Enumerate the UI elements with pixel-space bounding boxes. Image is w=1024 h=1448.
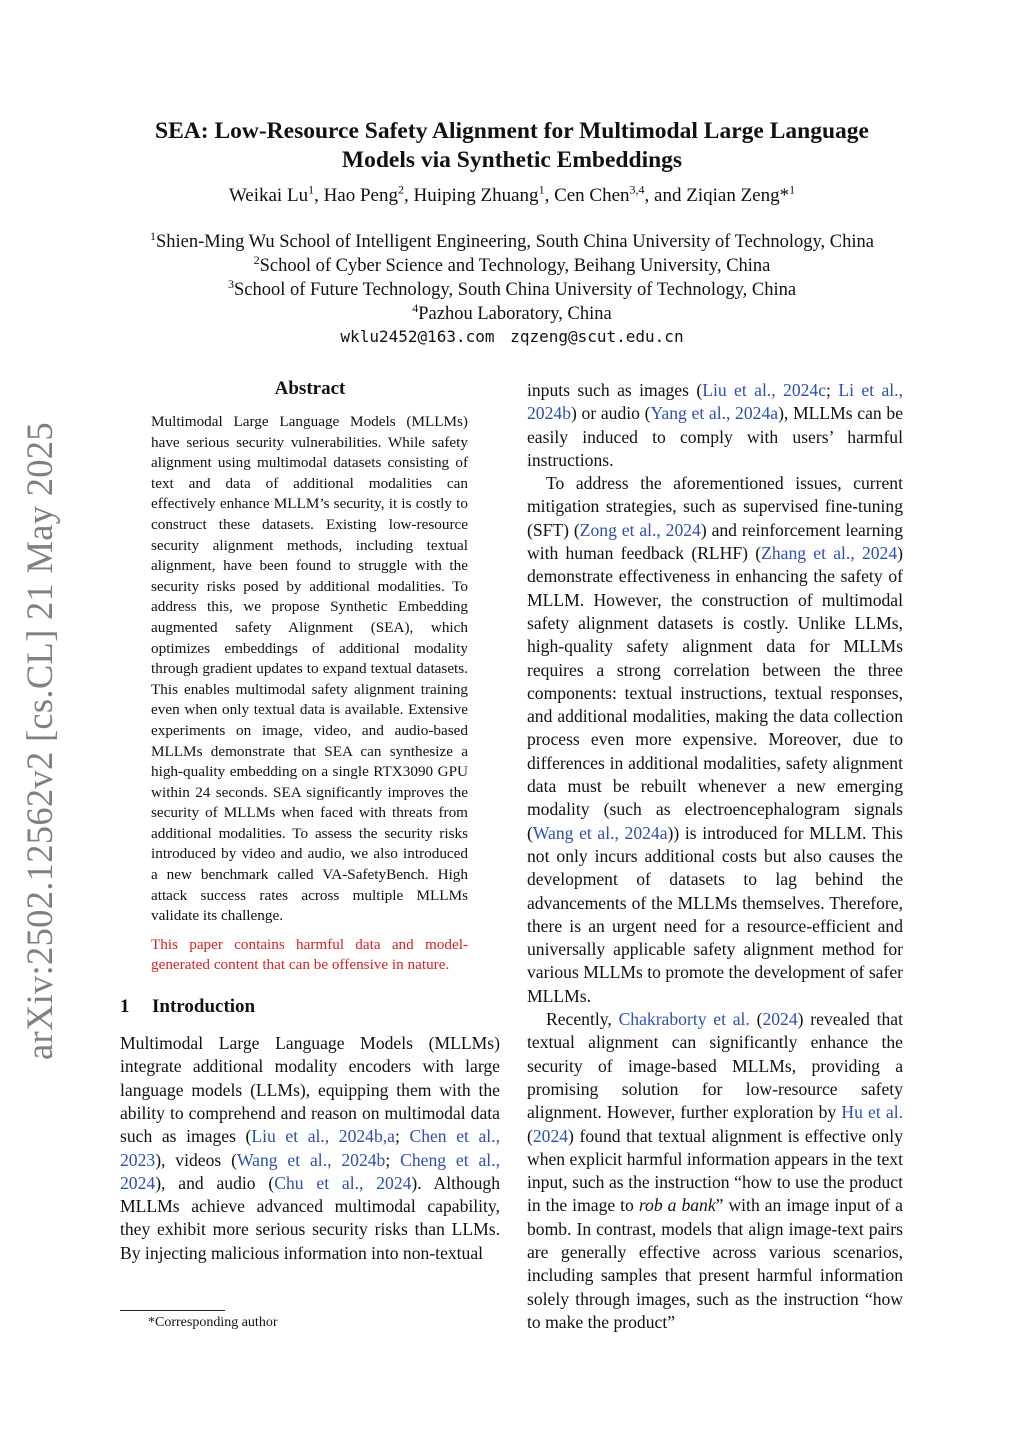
citation-link[interactable]: Cheng et al., 2024 [120, 1149, 500, 1193]
arxiv-identifier-stamp: arXiv:2502.12562v2 [cs.CL] 21 May 2025 [19, 422, 60, 1060]
body-text: ” with an image input of a bomb. In contrast, models that align image-text pairs are generally effective across various scenarios, including samples that present harmful information solely through images, such as the instruction “how to make the product” [527, 1195, 903, 1332]
body-text: ; [826, 380, 839, 400]
body-text: ( [749, 1009, 763, 1030]
right-column [527, 379, 903, 1334]
body-text: ) or audio ( [570, 403, 651, 424]
content-warning: This paper contains harmful data and model-generated content that can be offensive in nature. [151, 935, 468, 974]
author: Weikai Lu$^1$, [228, 182, 324, 206]
affiliation: $^1$Shien-Ming Wu School of Intelligent Engineering, South China University of Technology, China [149, 228, 874, 252]
body-text: Multimodal Large Language Models (MLLMs) integrate additional modality encoders with large language models (LLMs), equipping them with the ability to comprehend and reason on multimodal data such as images ( [120, 1033, 500, 1147]
abstract-heading: Abstract [274, 378, 346, 399]
author-list [80, 182, 944, 207]
author: Hao Peng$^2$, [323, 182, 414, 206]
citation-link[interactable]: Chu et al., 2024 [274, 1172, 412, 1193]
citation-link[interactable]: Hu et al. [841, 1102, 904, 1123]
intro-paragraph [120, 1032, 500, 1265]
body-text: ), videos ( [155, 1149, 237, 1170]
body-text: ) and reinforcement learning with human feedback (RLHF) ( [527, 519, 904, 564]
title-line: Models via Synthetic Embeddings [341, 147, 683, 173]
citation-link[interactable]: 2024 [762, 1009, 798, 1030]
section-title: Introduction [152, 996, 256, 1018]
emphasis-text: rob a bank [638, 1195, 716, 1216]
body-text: ) found that textual alignment is effective only when explicit harmful information appears in the text input, such as the instruction “how to use the product in the image to [527, 1125, 903, 1216]
section-number: 1 [120, 996, 130, 1018]
citation-link[interactable]: 2024 [532, 1125, 569, 1146]
title-line: SEA: Low-Resource Safety Alignment for Multimodal Large Language [155, 118, 869, 144]
citation-link[interactable]: Liu et al., 2024b,a [251, 1126, 395, 1147]
body-text: Recently, [546, 1009, 619, 1030]
paper-title [80, 117, 944, 175]
contact-emails[interactable]: wklu2452@163.com zqzeng@scut.edu.cn [340, 327, 684, 346]
citation-link[interactable]: Liu et al., 2024c [702, 380, 827, 400]
affiliation: $^3$School of Future Technology, South China University of Technology, China [227, 276, 797, 300]
citation-link[interactable]: Wang et al., 2024a [532, 822, 668, 843]
affiliation: $^2$School of Cyber Science and Technology, Beihang University, China [253, 252, 771, 276]
author: Cen Chen$^{3,4}$, and [554, 182, 687, 206]
body-text: ), and audio ( [155, 1172, 275, 1193]
body-text: ; [385, 1149, 401, 1170]
body-text: To address the aforementioned issues, current mitigation strategies, such as supervised fine-tuning (SFT) ( [527, 473, 903, 540]
body-text: ), MLLMs can be easily induced to comply with users’ harmful instructions. [527, 403, 903, 470]
footnote-divider [120, 1310, 225, 1311]
affiliation-list [80, 230, 944, 326]
body-text: ( [527, 1125, 533, 1146]
intro-paragraph [527, 472, 903, 1008]
citation-link[interactable]: Chen et al., 2023 [120, 1126, 500, 1170]
citation-link[interactable]: Chakraborty et al. [618, 1009, 750, 1030]
author: Huiping Zhuang$^1$, [413, 182, 555, 206]
body-text: ; [394, 1126, 410, 1147]
body-text: )) is introduced for MLLM. This not only incurs additional costs but also causes the development of datasets to lag behind the advancements of the MLLMs themselves. Therefore, there is an urgent need for a resource-efficient and universally applicable safety alignment method for various MLLMs to promote the development of safer MLLMs. [527, 822, 904, 1006]
citation-link[interactable]: Zhang et al., 2024 [761, 543, 898, 564]
author: Ziqian Zeng*$^1$ [686, 182, 796, 206]
left-column [120, 378, 500, 1265]
intro-paragraph [527, 379, 903, 472]
body-text: ) revealed that textual alignment can significantly enhance the security of image-based MLLMs, providing a promising solution for low-resource safety alignment. However, further exploration by [527, 1009, 903, 1123]
body-text: ). Although MLLMs achieve advanced multimodal capability, they exhibit more serious security risks than LLMs. By injecting malicious information into non-textual [120, 1172, 500, 1263]
citation-link[interactable]: Wang et al., 2024b [236, 1149, 386, 1170]
body-text: inputs such as images ( [527, 380, 703, 400]
body-text: ) demonstrate effectiveness in enhancing the safety of MLLM. However, the construction of multimodal safety alignment datasets is costly. Unlike LLMs, high-quality safety alignment data for MLLMs requires a strong correlation between the three components: textual instructions, textual responses, and additional modalities, making the data collection process even more expensive. Moreover, due to differences in additional modalities, safety alignment data must be rebuilt whenever a new emerging modality (such as electroencephalogram signals ( [527, 543, 903, 843]
intro-paragraph [527, 1008, 903, 1334]
footnote: *Corresponding author [148, 1315, 278, 1330]
section-heading-introduction [120, 996, 500, 1018]
affiliation: $^4$Pazhou Laboratory, China [412, 300, 612, 324]
abstract-text: Multimodal Large Language Models (MLLMs) have serious security vulnerabilities. While safety alignment using multimodal datasets consisting of text and data of additional modalities can effectively enhance MLLM’s security, it is costly to construct these datasets. Existing low-resource security alignment methods, including textual alignment, have been found to struggle with the security risks posed by additional modalities. To address this, we propose Synthetic Embedding augmented safety Alignment (SEA), which optimizes embeddings of additional modality through gradient updates to expand textual datasets. This enables multimodal safety alignment training even when only textual data is available. Extensive experiments on image, video, and audio-based MLLMs demonstrate that SEA can synthesize a high-quality embedding on a single RTX3090 GPU within 24 seconds. SEA significantly improves the security of MLLMs when faced with threats from additional modalities. To assess the security risks introduced by video and audio, we also introduced a new benchmark called VA-SafetyBench. High attack success rates across multiple MLLMs validate its challenge. [151, 413, 468, 925]
citation-link[interactable]: Zong et al., 2024 [579, 519, 701, 540]
citation-link[interactable]: Yang et al., 2024a [650, 403, 779, 424]
citation-link[interactable]: Li et al., 2024b [527, 380, 903, 424]
